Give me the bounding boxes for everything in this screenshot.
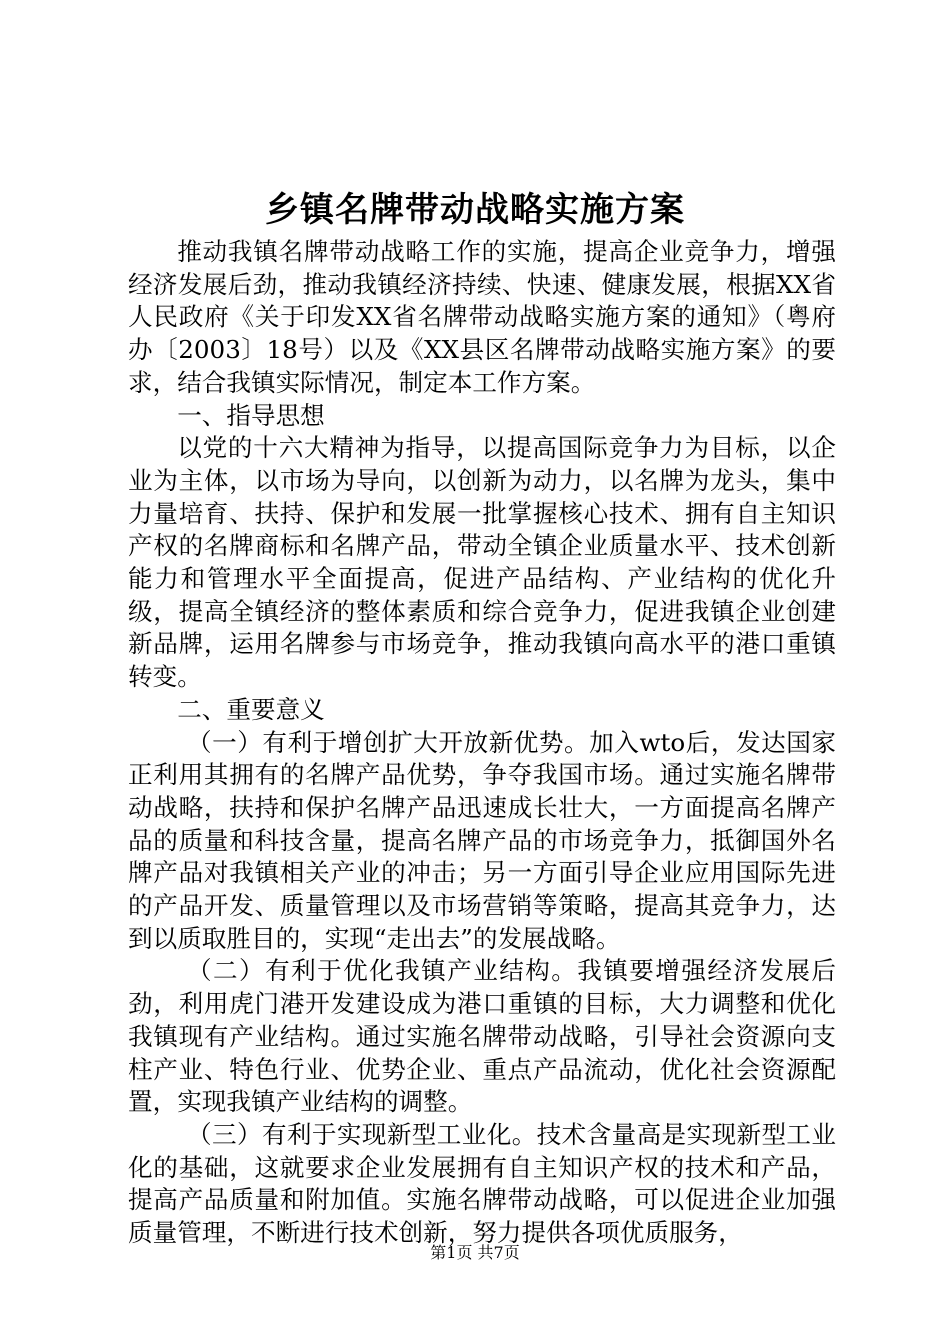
section-heading-significance: 二、重要意义 (177, 694, 325, 724)
significance-item-1: （一）有利于增创扩大开放新优势。加入wto后，发达国家正利用其拥有的名牌产品优势，争夺我国市场。通过实施名牌带动战略，扶持和保护名牌产品迅速成长壮大，一方面提高名牌产品的质量和科技含量，提高名牌产品的市场竞争力，抵御国外名牌产品对我镇相关产业的冲击；另一方面引导企业应用国际先进的产品开发、质量管理以及市场营销等策略，提高其竞争力，达到以质取胜目的，实现“走出去”的发展战略。 (128, 727, 836, 953)
significance-item-2: （二）有利于优化我镇产业结构。我镇要增强经济发展后劲，利用虎门港开发建设成为港口重镇的目标，大力调整和优化我镇现有产业结构。通过实施名牌带动战略，引导社会资源向支柱产业、特色行业、优势企业、重点产品流动，优化社会资源配置，实现我镇产业结构的调整。 (128, 956, 836, 1117)
document-title: 乡镇名牌带动战略实施方案 (265, 190, 685, 230)
section-heading-guiding-ideology: 一、指导思想 (177, 400, 325, 430)
section-paragraph-guiding-ideology: 以党的十六大精神为指导，以提高国际竞争力为目标，以企业为主体，以市场为导向，以创新为动力，以名牌为龙头，集中力量培育、扶持、保护和发展一批掌握核心技术、拥有自主知识产权的名牌商标和名牌产品，带动全镇企业质量水平、技术创新能力和管理水平全面提高，促进产品结构、产业结构的优化升级，提高全镇经济的整体素质和综合竞争力，促进我镇企业创建新品牌，运用名牌参与市场竞争，推动我镇向高水平的港口重镇转变。 (128, 433, 836, 692)
intro-paragraph: 推动我镇名牌带动战略工作的实施，提高企业竞争力，增强经济发展后劲，推动我镇经济持续、快速、健康发展，根据XX省人民政府《关于印发XX省名牌带动战略实施方案的通知》（粤府办〔2003〕18号）以及《XX县区名牌带动战略实施方案》的要求，结合我镇实际情况，制定本工作方案。 (128, 237, 836, 397)
significance-item-3: （三）有利于实现新型工业化。技术含量高是实现新型工业化的基础，这就要求企业发展拥有自主知识产权的技术和产品，提高产品质量和附加值。实施名牌带动战略，可以促进企业加强质量管理，不断进行技术创新，努力提供各项优质服务， (128, 1119, 836, 1248)
document-body (128, 236, 836, 1250)
page-number-footer: 第1页 共7页 (430, 1243, 520, 1262)
